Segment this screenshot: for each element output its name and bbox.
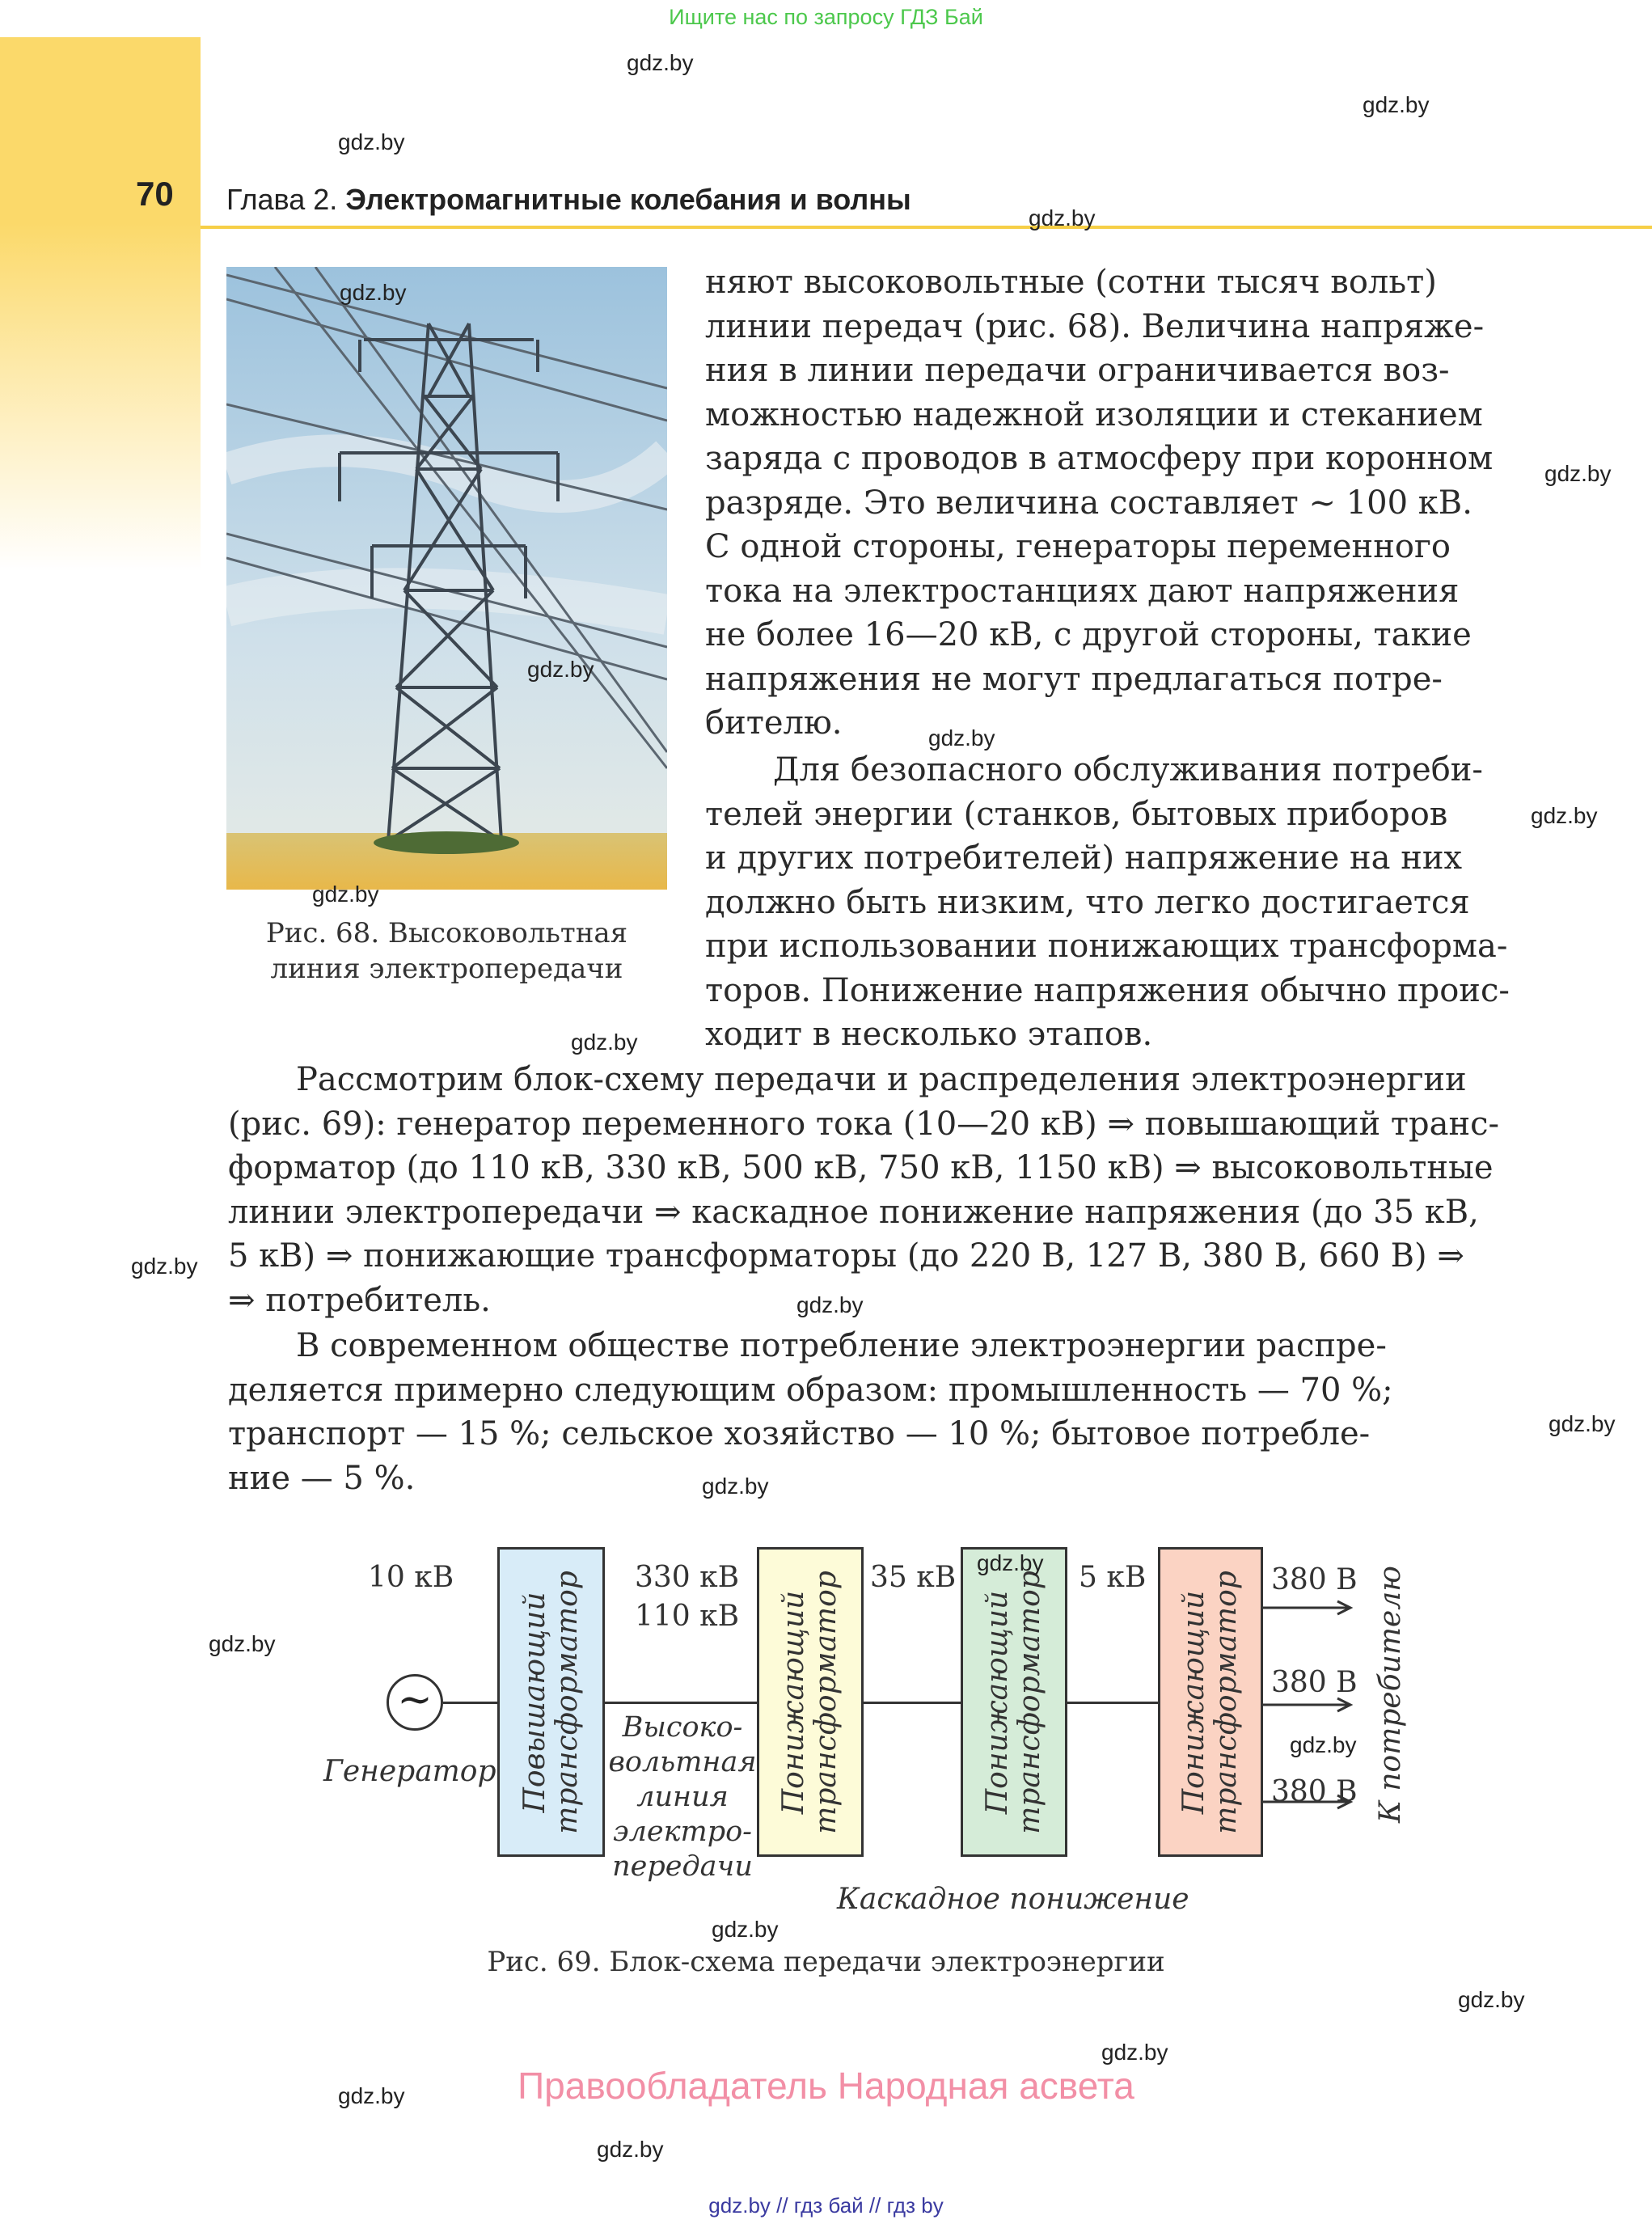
step-down-transformer-box <box>1158 1547 1263 1857</box>
voltage-high-2: 110 кВ <box>635 1600 740 1633</box>
watermark-text: gdz.by <box>1544 461 1612 486</box>
footer-links[interactable]: gdz.by // гдз бай // гдз by <box>708 2193 944 2218</box>
output-voltage: 380 В <box>1271 1563 1358 1596</box>
watermark-text: gdz.by <box>796 1292 864 1317</box>
text-line: линии электропередачи ⇒ каскадное понижение напряжения (до 35 кВ, <box>228 1193 1479 1231</box>
watermark-text: gdz.by <box>338 129 405 154</box>
step-up-transformer-box <box>497 1547 605 1857</box>
text-line: разряде. Это величина составляет ~ 100 кВ. <box>705 484 1472 522</box>
text-line: можностью надежной изоляции и стеканием <box>705 395 1483 433</box>
watermark-text: gdz.by <box>340 280 407 305</box>
publisher-notice: Правообладатель Народная асвета <box>518 2065 1134 2107</box>
text-line: Рассмотрим блок-схему передачи и распределения электроэнергии <box>296 1061 1467 1098</box>
figure-68-caption-line: линия электропередачи <box>270 953 623 985</box>
text-line: телей энергии (станков, бытовых приборов <box>705 795 1448 833</box>
text-line: ния в линии передачи ограничивается воз- <box>705 352 1450 389</box>
figure-68-caption <box>226 915 667 987</box>
watermark-text: gdz.by <box>1101 2040 1168 2065</box>
output-voltage: 380 В <box>1271 1666 1358 1699</box>
watermark-text: gdz.by <box>1458 1987 1525 2012</box>
cascade-label: Каскадное понижение <box>837 1883 1189 1916</box>
text-line: транспорт — 15 %; сельское хозяйство — 10 %; бытовое потребле- <box>228 1415 1371 1452</box>
watermark-text: gdz.by <box>571 1030 638 1055</box>
text-line: 5 кВ) ⇒ понижающие трансформаторы (до 220 В, 127 В, 380 В, 660 В) ⇒ <box>228 1237 1464 1275</box>
watermark-text: gdz.by <box>1029 205 1096 230</box>
body-paragraph-2 <box>705 748 1517 1057</box>
step-down-transformer-label: Понижающий трансформатор <box>1177 1570 1243 1834</box>
page-number: 70 <box>136 175 174 213</box>
watermark-text: gdz.by <box>312 882 379 907</box>
consumer-label-box <box>1371 1545 1411 1844</box>
margin-gradient <box>0 223 201 571</box>
text-line: ⇒ потребитель. <box>228 1281 491 1319</box>
text-line: и других потребителей) напряжение на них <box>705 839 1463 877</box>
text-line: не более 16—20 кВ, с другой стороны, такие <box>705 616 1472 653</box>
watermark-text: gdz.by <box>977 1550 1044 1575</box>
connector-line <box>605 1702 757 1704</box>
figure-69-caption: Рис. 69. Блок-схема передачи электроэнергии <box>487 1946 1165 1978</box>
voltage-high-1: 330 кВ <box>635 1561 740 1594</box>
watermark-text: gdz.by <box>1290 1732 1357 1757</box>
consumer-label: К потребителю <box>1374 1566 1407 1823</box>
text-line: ние — 5 %. <box>228 1459 416 1497</box>
body-paragraph-4 <box>228 1324 1517 1500</box>
label-line: электро- <box>613 1816 752 1848</box>
watermark-text: gdz.by <box>627 50 694 75</box>
step-up-transformer-label: Повышающий трансформатор <box>518 1570 584 1834</box>
text-line: С одной стороны, генераторы переменного <box>705 528 1451 565</box>
watermark-text: gdz.by <box>209 1631 276 1656</box>
connector-line <box>443 1702 497 1704</box>
label-line: передачи <box>612 1850 753 1883</box>
text-line: заряда с проводов в атмосферу при коронном <box>705 440 1494 477</box>
watermark-text: gdz.by <box>928 725 995 750</box>
watermark-text: gdz.by <box>1363 92 1430 117</box>
watermark-text: gdz.by <box>1531 803 1598 828</box>
watermark-text: gdz.by <box>527 657 594 682</box>
label-line: линия <box>636 1781 729 1813</box>
text-line: линии передач (рис. 68). Величина напряже- <box>705 307 1485 345</box>
top-search-link[interactable]: Ищите нас по запросу ГДЗ Бай <box>669 5 983 29</box>
text-line: деляется примерно следующим образом: промышленность — 70 %; <box>228 1371 1393 1409</box>
chapter-heading <box>226 183 911 217</box>
generator-symbol: ~ <box>387 1674 443 1731</box>
text-line: Для безопасного обслуживания потреби- <box>773 751 1483 789</box>
figure-68-caption-line: Рис. 68. Высоковольтная <box>265 917 628 949</box>
body-paragraph-3 <box>228 1058 1517 1322</box>
watermark-text: gdz.by <box>597 2137 664 2162</box>
label-line: Высоко- <box>622 1711 743 1744</box>
watermark-text: gdz.by <box>1548 1411 1616 1436</box>
watermark-text: gdz.by <box>131 1254 198 1279</box>
step-down-transformer-box <box>757 1547 864 1857</box>
generator-label: Генератор <box>323 1755 496 1788</box>
voltage-low: 5 кВ <box>1079 1561 1147 1594</box>
header-rule <box>201 226 1652 229</box>
text-line: В современном обществе потребление электроэнергии распре- <box>296 1327 1387 1364</box>
step-down-transformer-box <box>961 1547 1067 1857</box>
label-line: вольтная <box>608 1746 757 1778</box>
body-paragraph-1 <box>705 260 1517 746</box>
block-diagram <box>0 1520 1652 1941</box>
text-line: тока на электростанциях дают напряжения <box>705 572 1460 610</box>
text-line: должно быть низким, что легко достигается <box>705 883 1470 921</box>
text-line: няют высоковольтные (сотни тысяч вольт) <box>705 264 1437 301</box>
voltage-mid: 35 кВ <box>870 1561 957 1594</box>
text-line: бителю. <box>705 704 843 742</box>
chapter-prefix: Глава 2. <box>226 183 338 216</box>
step-down-transformer-label: Понижающий трансформатор <box>777 1570 843 1834</box>
text-line: напряжения не могут предлагаться потре- <box>705 660 1443 698</box>
step-down-transformer-label: Понижающий трансформатор <box>981 1570 1046 1834</box>
watermark-text: gdz.by <box>338 2083 405 2108</box>
power-tower-photo <box>226 267 667 890</box>
text-line: ходит в несколько этапов. <box>705 1016 1153 1053</box>
transmission-line-label <box>608 1710 757 1884</box>
watermark-text: gdz.by <box>702 1474 769 1499</box>
text-line: торов. Понижение напряжения обычно проис- <box>705 971 1510 1009</box>
text-line: (рис. 69): генератор переменного тока (10—20 кВ) ⇒ повышающий транс- <box>228 1105 1500 1143</box>
output-voltage: 380 В <box>1271 1775 1358 1808</box>
connector-line <box>864 1702 961 1704</box>
text-line: при использовании понижающих трансформа- <box>705 928 1508 965</box>
voltage-generator: 10 кВ <box>368 1561 454 1594</box>
text-line: форматор (до 110 кВ, 330 кВ, 500 кВ, 750 кВ, 1150 кВ) ⇒ высоковольтные <box>228 1149 1494 1186</box>
chapter-title: Электромагнитные колебания и волны <box>345 183 911 216</box>
watermark-text: gdz.by <box>712 1917 779 1942</box>
connector-line <box>1067 1702 1158 1704</box>
